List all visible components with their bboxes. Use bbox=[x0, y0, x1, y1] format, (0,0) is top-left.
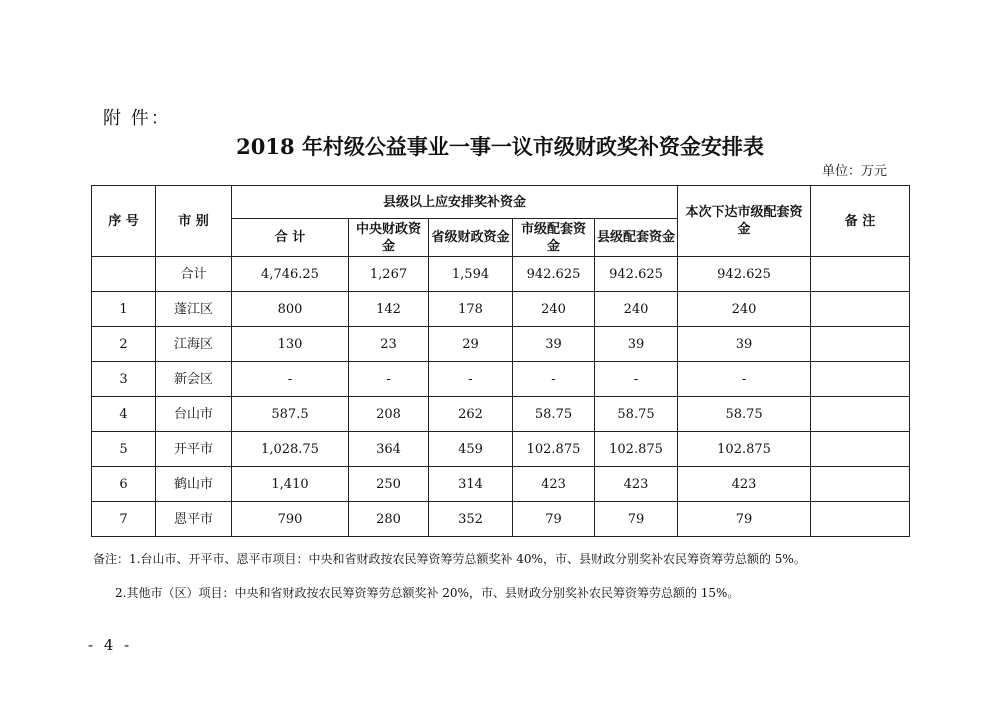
cell-total: 790 bbox=[232, 502, 349, 537]
page-number: - 4 - bbox=[88, 636, 133, 654]
cell-total: 130 bbox=[232, 327, 349, 362]
cell-seq: 6 bbox=[92, 467, 156, 502]
header-county: 县级配套资金 bbox=[595, 219, 678, 257]
cell-remark bbox=[811, 432, 910, 467]
cell-seq: 3 bbox=[92, 362, 156, 397]
cell-remark bbox=[811, 292, 910, 327]
cell-remark bbox=[811, 397, 910, 432]
cell-county: 39 bbox=[595, 327, 678, 362]
table-row bbox=[92, 327, 910, 362]
cell-province: - bbox=[429, 362, 513, 397]
cell-county: 102.875 bbox=[595, 432, 678, 467]
unit-label: 单位：万元 bbox=[821, 164, 887, 179]
header-seq: 序 号 bbox=[92, 186, 156, 257]
summary-municipal: 942.625 bbox=[513, 257, 595, 292]
cell-city: 台山市 bbox=[156, 397, 232, 432]
cell-county: 240 bbox=[595, 292, 678, 327]
cell-remark bbox=[811, 502, 910, 537]
cell-seq: 1 bbox=[92, 292, 156, 327]
cell-central: 23 bbox=[349, 327, 429, 362]
cell-release: 240 bbox=[678, 292, 811, 327]
cell-release: 58.75 bbox=[678, 397, 811, 432]
summary-province: 1,594 bbox=[429, 257, 513, 292]
cell-seq: 7 bbox=[92, 502, 156, 537]
header-group: 县级以上应安排奖补资金 bbox=[232, 186, 678, 219]
footnote-1: 备注：1.台山市、开平市、恩平市项目：中央和省财政按农民筹资筹劳总额奖补 40%，市、县财政分别奖补农民筹资筹劳总额的 5%。 bbox=[93, 552, 806, 566]
cell-municipal: 39 bbox=[513, 327, 595, 362]
cell-province: 29 bbox=[429, 327, 513, 362]
cell-central: 142 bbox=[349, 292, 429, 327]
cell-release: - bbox=[678, 362, 811, 397]
summary-label: 合计 bbox=[156, 257, 232, 292]
cell-county: - bbox=[595, 362, 678, 397]
header-this-release: 本次下达市级配套资金 bbox=[678, 186, 811, 257]
cell-release: 79 bbox=[678, 502, 811, 537]
cell-total: 800 bbox=[232, 292, 349, 327]
cell-total: 587.5 bbox=[232, 397, 349, 432]
cell-release: 102.875 bbox=[678, 432, 811, 467]
cell-county: 79 bbox=[595, 502, 678, 537]
cell-central: 250 bbox=[349, 467, 429, 502]
cell-remark bbox=[811, 467, 910, 502]
table-row bbox=[92, 432, 910, 467]
cell-province: 459 bbox=[429, 432, 513, 467]
attachment-label: 附 件： bbox=[103, 108, 171, 129]
summary-row bbox=[92, 257, 910, 292]
header-remarks: 备 注 bbox=[811, 186, 910, 257]
cell-city: 新会区 bbox=[156, 362, 232, 397]
cell-province: 352 bbox=[429, 502, 513, 537]
cell-municipal: 240 bbox=[513, 292, 595, 327]
footnote-2: 2.其他市（区）项目：中央和省财政按农民筹资筹劳总额奖补 20%，市、县财政分别奖补农民筹资筹劳总额的 15%。 bbox=[115, 586, 740, 600]
summary-seq bbox=[92, 257, 156, 292]
table-row bbox=[92, 467, 910, 502]
cell-municipal: 423 bbox=[513, 467, 595, 502]
cell-municipal: 58.75 bbox=[513, 397, 595, 432]
cell-release: 423 bbox=[678, 467, 811, 502]
cell-municipal: 79 bbox=[513, 502, 595, 537]
cell-seq: 5 bbox=[92, 432, 156, 467]
header-total: 合 计 bbox=[232, 219, 349, 257]
cell-city: 蓬江区 bbox=[156, 292, 232, 327]
cell-seq: 4 bbox=[92, 397, 156, 432]
cell-city: 开平市 bbox=[156, 432, 232, 467]
cell-city: 鹤山市 bbox=[156, 467, 232, 502]
table-row bbox=[92, 362, 910, 397]
cell-total: - bbox=[232, 362, 349, 397]
cell-remark bbox=[811, 327, 910, 362]
cell-province: 314 bbox=[429, 467, 513, 502]
cell-province: 178 bbox=[429, 292, 513, 327]
header-city: 市 别 bbox=[156, 186, 232, 257]
header-row-1 bbox=[92, 186, 910, 219]
header-central: 中央财政资金 bbox=[349, 219, 429, 257]
cell-central: 280 bbox=[349, 502, 429, 537]
summary-county: 942.625 bbox=[595, 257, 678, 292]
document-title: 2018 年村级公益事业一事一议市级财政奖补资金安排表 bbox=[236, 134, 764, 159]
cell-province: 262 bbox=[429, 397, 513, 432]
cell-municipal: - bbox=[513, 362, 595, 397]
cell-total: 1,028.75 bbox=[232, 432, 349, 467]
summary-remark bbox=[811, 257, 910, 292]
header-province: 省级财政资金 bbox=[429, 219, 513, 257]
header-municipal: 市级配套资金 bbox=[513, 219, 595, 257]
cell-central: 208 bbox=[349, 397, 429, 432]
cell-seq: 2 bbox=[92, 327, 156, 362]
cell-city: 江海区 bbox=[156, 327, 232, 362]
cell-release: 39 bbox=[678, 327, 811, 362]
cell-city: 恩平市 bbox=[156, 502, 232, 537]
summary-release: 942.625 bbox=[678, 257, 811, 292]
cell-central: 364 bbox=[349, 432, 429, 467]
cell-county: 423 bbox=[595, 467, 678, 502]
cell-county: 58.75 bbox=[595, 397, 678, 432]
table-row bbox=[92, 397, 910, 432]
cell-total: 1,410 bbox=[232, 467, 349, 502]
cell-remark bbox=[811, 362, 910, 397]
summary-central: 1,267 bbox=[349, 257, 429, 292]
cell-central: - bbox=[349, 362, 429, 397]
table-row bbox=[92, 292, 910, 327]
cell-municipal: 102.875 bbox=[513, 432, 595, 467]
funding-table bbox=[91, 185, 910, 537]
table-row bbox=[92, 502, 910, 537]
summary-total: 4,746.25 bbox=[232, 257, 349, 292]
